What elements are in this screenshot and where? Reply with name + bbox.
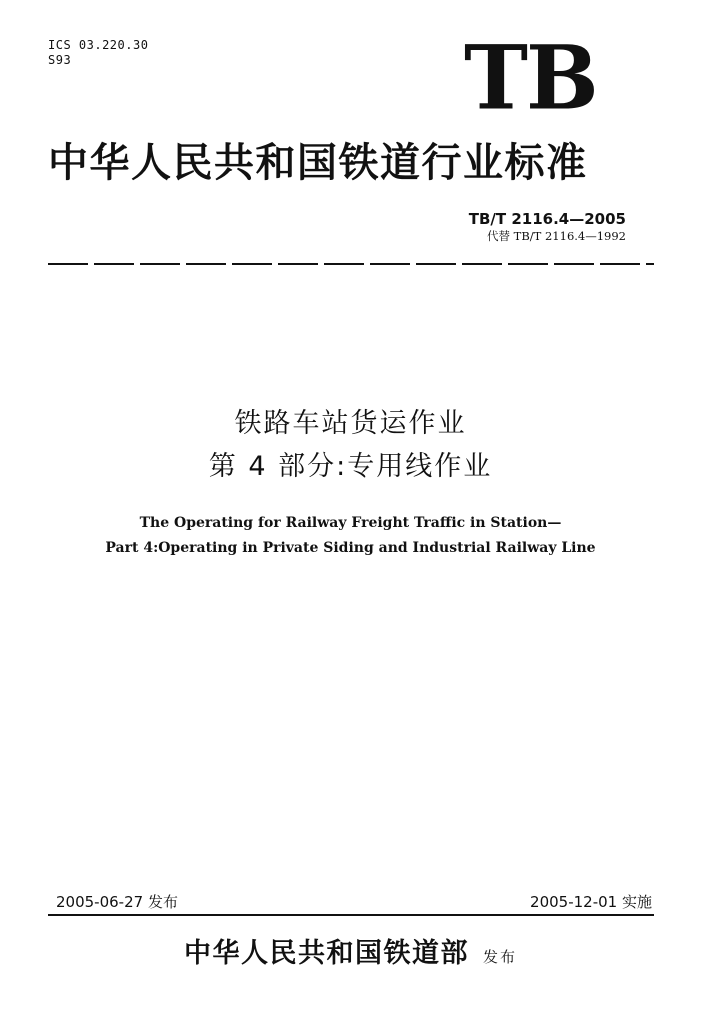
- issuer-name: 中华人民共和国铁道部: [183, 938, 469, 969]
- title-chinese-line-1: 铁路车站货运作业: [234, 408, 467, 439]
- header-divider: [48, 263, 654, 265]
- replaces-standard: 代替 TB/T 2116.4—1992: [487, 229, 626, 243]
- standard-category-title: 中华人民共和国铁道行业标准: [48, 139, 588, 186]
- title-chinese-line-2: 第 4 部分:专用线作业: [208, 451, 493, 482]
- title-english-line-1: The Operating for Railway Freight Traffic in Station—: [139, 515, 562, 531]
- issuer-line: [0, 937, 701, 974]
- tb-logo: TB: [464, 26, 597, 130]
- footer-divider: [48, 914, 654, 916]
- implementation-date: 2005-12-01 实施: [530, 893, 652, 911]
- title-english-line-2: Part 4:Operating in Private Siding and Industrial Railway Line: [105, 540, 596, 556]
- ics-code: ICS 03.220.30: [48, 38, 149, 52]
- ccs-code: S93: [48, 53, 72, 67]
- issue-date: 2005-06-27 发布: [56, 893, 178, 911]
- standard-number: TB/T 2116.4—2005: [468, 210, 626, 228]
- issuer-verb: 发布: [482, 948, 517, 966]
